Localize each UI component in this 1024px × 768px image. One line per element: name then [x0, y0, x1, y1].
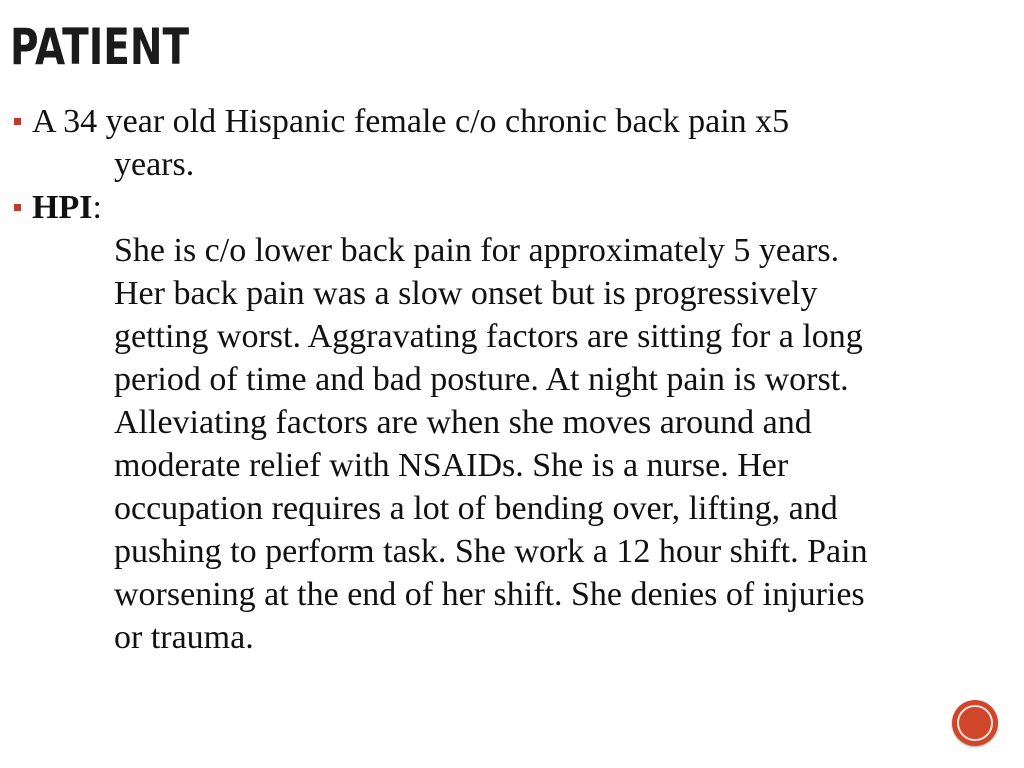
hpi-line: getting worst. Aggravating factors are sitting for a long	[114, 318, 863, 355]
hpi-colon: :	[92, 189, 102, 226]
bullet-1-line-1: A 34 year old Hispanic female c/o chronic back pain x5	[32, 103, 790, 140]
hpi-line: moderate relief with NSAIDs. She is a nurse. Her	[114, 447, 789, 484]
bullet-square-icon	[14, 118, 21, 125]
slide-title: PATIENT	[10, 18, 190, 76]
hpi-line: She is c/o lower back pain for approximately 5 years.	[114, 232, 840, 269]
hpi-line: period of time and bad posture. At night pain is worst.	[114, 361, 849, 398]
hpi-line: Her back pain was a slow onset but is progressively	[114, 275, 818, 312]
hpi-heading	[32, 186, 102, 229]
bullet-1-line-2: years.	[114, 146, 195, 183]
hpi-line: worsening at the end of her shift. She denies of injuries	[114, 576, 865, 613]
nav-ring	[957, 705, 993, 741]
hpi-line: pushing to perform task. She work a 12 hour shift. Pain	[114, 533, 868, 570]
circle-nav-icon[interactable]	[952, 700, 998, 746]
hpi-line: occupation requires a lot of bending over, lifting, and	[114, 490, 838, 527]
hpi-line: Alleviating factors are when she moves around and	[114, 404, 812, 441]
hpi-line: or trauma.	[114, 619, 254, 656]
hpi-label: HPI	[32, 189, 93, 226]
hpi-paragraph	[114, 229, 1014, 659]
bullet-square-icon	[14, 204, 21, 211]
